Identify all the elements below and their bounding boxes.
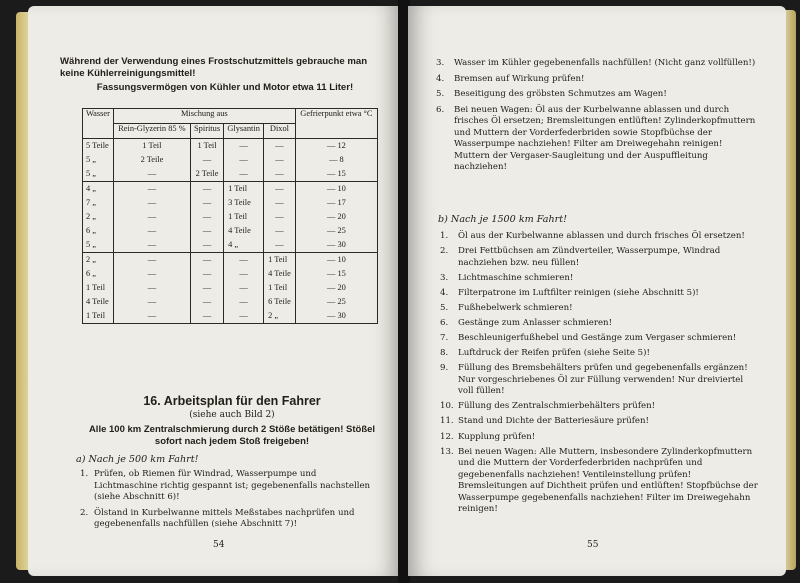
cell-glyzerin: 1 Teil 2 Teile — [113,139,190,182]
page-number-right: 55 [587,540,599,550]
item-number: 7. [440,333,449,344]
list-item [440,231,760,243]
list-item [436,89,756,101]
item-text: Drei Fettbüchsen am Zündverteiler, Wasserpumpe, Windrad nachziehen bzw. neu füllen! [458,246,721,268]
antifreeze-warning: Während der Verwendung eines Frostschutzmittels gebrauche man keine Kühlerreinigungsmittel! [60,56,368,79]
col-dixol: Dixol [264,124,296,139]
capacity-note: Fassungsvermögen von Kühler und Motor etwa 11 Liter! [96,82,354,93]
table-group-2 [83,182,378,253]
list-item [436,105,756,174]
item-text: Beseitigung des gröbsten Schmutzes am Wagen! [454,89,667,99]
cell-spiritus: — — — — — [191,253,224,324]
cell-glyzerin: — — — — — [113,182,190,253]
cell-glysantin: 1 Teil 3 Teile 1 Teil 4 Teile 4 „ [224,182,264,253]
item-text: Filterpatrone im Luftfilter reinigen (siehe Abschnitt 5)! [458,287,699,298]
section-title: 16. Arbeitsplan für den Fahrer [143,394,321,408]
item-number: 9. [440,363,449,374]
col-spiritus: Spiritus [191,124,224,139]
list-item [80,469,380,504]
item-number: 4. [440,287,449,298]
cell-wasser: 5 Teile 5 „ 5 „ [83,139,114,182]
cell-gefrierpunkt: — 10 — 15 — 20 — 25 — 30 [295,253,377,324]
item-text: Luftdruck der Reifen prüfen (siehe Seite 5)! [458,348,650,359]
table-group-1 [83,139,378,182]
heading-500km: a) Nach je 500 km Fahrt! [76,454,199,465]
list-1500km [440,231,760,519]
item-number: 13. [440,446,454,457]
item-text: Öl aus der Kurbelwanne ablassen und durch frisches Öl ersetzen! [458,231,745,241]
cell-wasser: 4 „ 7 „ 2 „ 6 „ 5 „ [83,182,114,253]
col-glyzerin: Rein-Glyzerin 85 % [113,124,190,139]
item-number: 3. [436,58,445,68]
list-item [440,348,760,360]
item-text: Füllung des Zentralschmierbehälters prüfen! [458,401,656,412]
list-item [80,508,380,531]
list-item [440,333,760,345]
list-item [440,363,760,398]
item-number: 10. [440,401,454,412]
intro-note [60,56,390,94]
list-item [440,432,760,444]
cell-gefrierpunkt: — 10 — 17 — 20 — 25 — 30 [295,182,377,253]
cell-dixol: — — — — — [264,182,296,253]
list-item [440,246,760,269]
item-number: 3. [440,272,449,283]
item-text: Prüfen, ob Riemen für Windrad, Wasserpumpe und Lichtmaschine richtig gespannt ist; gegebenenfalls nachstellen (siehe Abschnitt 6)! [94,469,371,502]
item-text: Stand und Dichte der Batteriesäure prüfen! [458,416,649,427]
cell-spiritus: 1 Teil — 2 Teile [191,139,224,182]
cell-glysantin: — — — — — [224,253,264,324]
list-item [440,303,760,315]
list-item [440,288,760,300]
item-number: 6. [436,104,445,115]
item-text: Lichtmaschine schmieren! [458,272,574,283]
item-number: 2. [80,507,89,518]
item-number: 5. [440,302,449,313]
col-gefrierpunkt: Gefrierpunkt etwa °C [295,109,377,139]
heading-1500km: b) Nach je 1500 km Fahrt! [438,214,567,225]
list-item [440,401,760,413]
item-number: 2. [440,246,449,257]
item-number: 11. [440,416,454,427]
section-subtitle: (siehe auch Bild 2) [189,410,275,420]
antifreeze-mixture-table [82,108,378,324]
cell-dixol: 1 Teil 4 Teile 1 Teil 6 Teile 2 „ [264,253,296,324]
item-number: 12. [440,431,454,442]
list-500km [80,469,380,535]
item-text: Bei neuen Wagen: Alle Muttern, insbesondere Zylinderkopfmuttern und die Muttern der Vorderfederbriden nachprüfen und gegebenenfalls nachziehen! Ventileinstellung prüfen! Bremsleitungen auf Dichtheit prüfen und entlüften! Stopfbüchse der Wasserpumpe gegebenenfalls nachziehen! Filter im Dreiwegehahn reinigen! [458,446,758,515]
item-number: 4. [436,73,445,84]
list-item [440,416,760,428]
group-header: Mischung aus [113,109,295,124]
col-glysantin: Glysantin [224,124,264,139]
item-number: 1. [440,231,449,241]
item-text: Bei neuen Wagen: Öl aus der Kurbelwanne ablassen und durch frisches Öl ersetzen; Bremsleitungen entlüften! Zylinderkopfmuttern und Muttern der Vorderfederbriden sowie Stopfbüchse der Wasserpumpe nachziehen! Filter am Dreiwegehahn reinigen! Muttern der Vergaser-Saugleitung und der Auspuffleitung nachziehen! [454,104,756,172]
item-text: Füllung des Bremsbehälters prüfen und gegebenenfalls ergänzen! Nur vorgeschriebenes Öl zur Füllung verwenden! Nur dreiviertel voll füllen! [458,363,748,397]
item-text: Gestänge zum Anlasser schmieren! [458,317,613,328]
list-500km-continued [436,58,756,178]
list-item [436,58,756,70]
item-number: 8. [440,348,449,359]
list-item [440,273,760,285]
col-wasser: Wasser [83,109,114,139]
cell-glyzerin: — — — — — [113,253,190,324]
cell-spiritus: — — — — — [191,182,224,253]
cell-dixol: — — — [264,139,296,182]
item-text: Bremsen auf Wirkung prüfen! [454,73,585,84]
list-item [440,318,760,330]
lubrication-warning: Alle 100 km Zentralschmierung durch 2 Stöße betätigen! Stößel sofort nach jedem Stoß freigeben! [88,424,376,447]
cell-gefrierpunkt: — 12 — 8 — 15 [295,139,377,182]
page-number-left: 54 [213,540,225,550]
table-group-3 [83,253,378,324]
item-text: Beschleunigerfußhebel und Gestänge zum Vergaser schmieren! [458,333,737,344]
cell-wasser: 2 „ 6 „ 1 Teil 4 Teile 1 Teil [83,253,114,324]
item-number: 6. [440,317,449,328]
item-text: Ölstand in Kurbelwanne mittels Meßstabes nachprüfen und gegebenenfalls nachfüllen (siehe Abschnitt 7)! [94,507,355,529]
cell-glysantin: — — — [224,139,264,182]
list-item [440,447,760,516]
item-text: Kupplung prüfen! [458,431,536,442]
list-item [436,74,756,86]
item-number: 1. [80,469,89,479]
item-number: 5. [436,89,445,99]
item-text: Wasser im Kühler gegebenenfalls nachfüllen! (Nicht ganz vollfüllen!) [454,58,756,68]
item-text: Fußhebelwerk schmieren! [458,302,573,313]
